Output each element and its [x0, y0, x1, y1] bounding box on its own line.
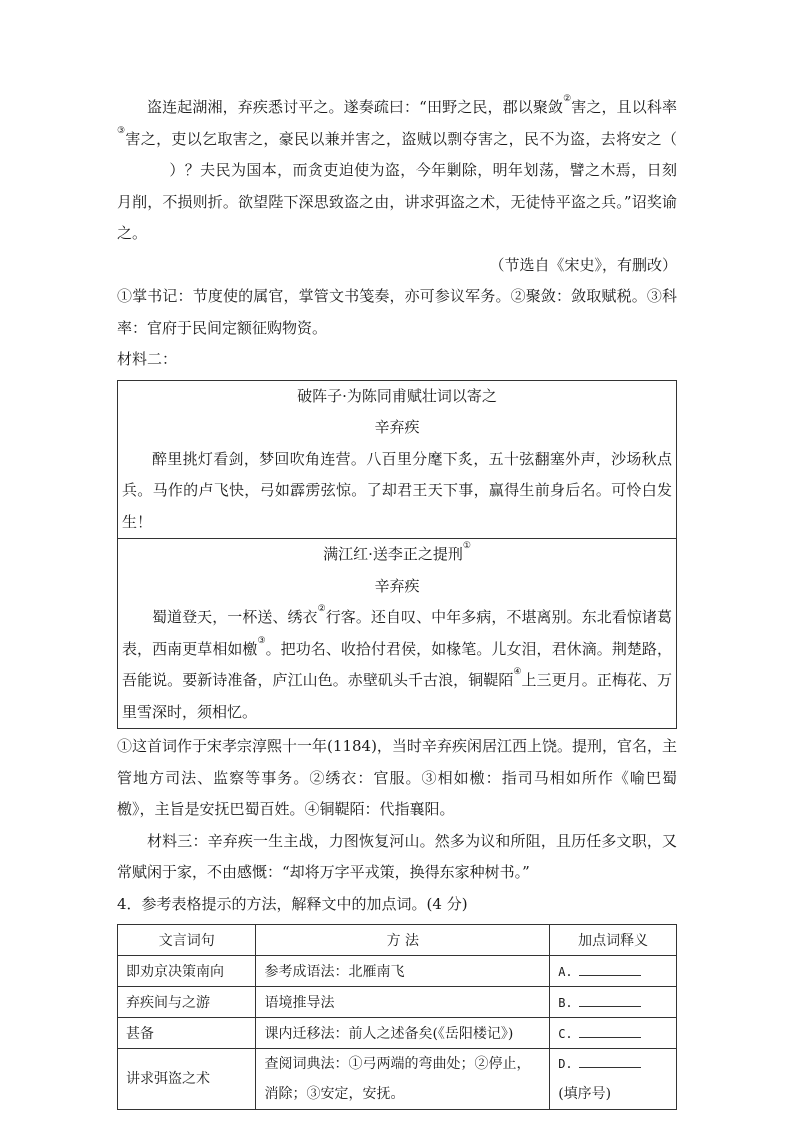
table-row	[118, 987, 677, 1018]
answer-cell[interactable]: B.	[550, 987, 677, 1018]
table-header-row	[118, 925, 677, 956]
poem-notes: ①这首词作于宋孝宗淳熙十一年(1184)，当时辛弃疾闲居江西上饶。提刑，官名，主管地方司法、监察等事务。②绣衣：官服。③相如檄：指司马相如所作《喻巴蜀檄》，主旨是安抚巴蜀百姓。④铜鞮陌：代指襄阳。	[117, 737, 677, 818]
poem-2	[118, 538, 676, 728]
source-citation: （节选自《宋史》，有删改）	[489, 255, 677, 274]
poem-title: 破阵子·为陈同甫赋壮词以寄之	[297, 386, 497, 405]
phrase-cell: 讲求弭盗之术	[118, 1049, 256, 1110]
document-page	[117, 92, 677, 1110]
answer-table	[117, 924, 677, 1110]
method-cell: 参考成语法：北雁南飞	[256, 956, 550, 987]
footnote-marker: ②	[563, 94, 572, 104]
answer-cell[interactable]: A.	[550, 956, 677, 987]
poem-1	[118, 381, 676, 539]
answer-blank[interactable]	[579, 963, 641, 976]
header-method: 方 法	[256, 925, 550, 956]
poem-body: 蜀道登天，一杯送、绣衣②行客。还自叹、中年多病，不堪离别。东北看惊诸葛表，西南更草相如檄③。把功名、收拾付君侯，如椽笔。儿女泪，君休滴。荆楚路，吾能说。要新诗准备，庐江山色。赤壁矶头千古浪，铜鞮陌④上三更月。正梅花、万里雪深时，须相忆。	[122, 604, 672, 721]
poem-author: 辛弃疾	[374, 418, 420, 436]
answer-blank[interactable]	[579, 1055, 641, 1068]
poem-author: 辛弃疾	[374, 576, 420, 595]
material2-label: 材料二：	[117, 350, 178, 368]
answer-hint: (填序号)	[558, 1086, 612, 1102]
table-row	[118, 956, 677, 987]
passage-notes: ①掌书记：节度使的属官，掌管文书笺奏，亦可参议军务。②聚敛：敛取赋税。③科率：官府于民间定额征购物资。	[117, 287, 677, 337]
question-4: 4．参考表格提示的方法，解释文中的加点词。(4 分)	[117, 894, 468, 913]
method-cell: 语境推导法	[256, 987, 550, 1018]
method-cell: 课内迁移法：前人之述备矣(《岳阳楼记》)	[256, 1018, 550, 1049]
table-row	[118, 1049, 677, 1110]
method-cell: 查阅词典法：①弓两端的弯曲处；②停止，消除；③安定，安抚。	[256, 1049, 550, 1110]
header-answer: 加点词释义	[550, 925, 677, 956]
poem-body: 醉里挑灯看剑，梦回吹角连营。八百里分麾下炙，五十弦翻塞外声，沙场秋点兵。马作的卢飞快，弓如霹雳弦惊。了却君王天下事，赢得生前身后名。可怜白发生！	[122, 449, 672, 531]
phrase-cell: 即劝京决策南向	[118, 956, 256, 987]
footnote-marker: ③	[117, 125, 126, 136]
phrase-cell: 弃疾间与之游	[118, 987, 256, 1018]
phrase-cell: 甚备	[118, 1018, 256, 1049]
answer-cell[interactable]: D. (填序号)	[550, 1049, 677, 1110]
passage-paragraph: 盗连起湖湘，弃疾悉讨平之。遂奏疏曰：“田野之民，郡以聚敛②害之，且以科率③害之，吏以乞取害之，豪民以兼并害之，盗贼以剽夺害之，民不为盗，去将安之（）？夫民为国本，而贪吏迫使为盗，今年剿除，明年划荡，譬之木焉，日刻月削，不损则折。欲望陛下深思致盗之由，讲求弭盗之术，无徒恃平盗之兵。”诏奖谕之。	[117, 94, 677, 242]
answer-cell[interactable]: C.	[550, 1018, 677, 1049]
poem-title: 满江红·送李正之提刑①	[323, 541, 471, 563]
answer-blank[interactable]	[579, 1025, 641, 1038]
answer-blank[interactable]	[579, 994, 641, 1007]
table-row	[118, 1018, 677, 1049]
poem-box	[117, 380, 677, 730]
header-phrase: 文言词句	[118, 925, 256, 956]
material3-paragraph: 材料三：辛弃疾一生主战，力图恢复河山。然多为议和所阻，且历任多文职，又常赋闲于家，不由感慨：“却将万字平戎策，换得东家种树书。”	[117, 831, 677, 881]
